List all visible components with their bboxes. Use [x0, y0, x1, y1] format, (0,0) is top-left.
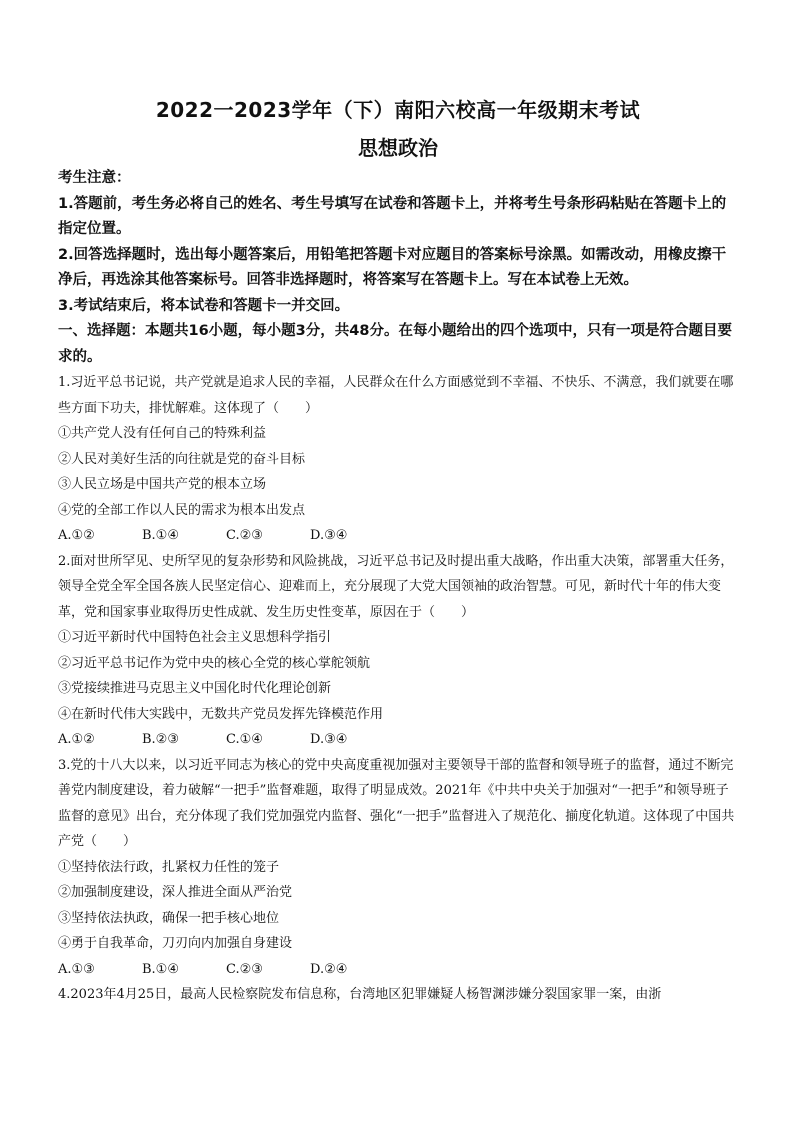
exam-page [58, 96, 738, 1008]
question-option: ②加强制度建设，深人推进全面从严治党 [58, 885, 293, 900]
choice-d: D.②④ [310, 961, 348, 977]
question-stem: 1.习近平总书记说，共产党就是追求人民的幸福，人民群众在什么方面感觉到不幸福、不快乐、不满意，我们就要在哪些方面下功夫，排忧解难。这体现了（ ） [58, 375, 734, 416]
choice-d: D.③④ [310, 732, 348, 747]
choice-c: C.①④ [226, 732, 263, 747]
choice-a: A.①② [58, 732, 95, 747]
question-option: ④党的全部工作以人民的需求为根本出发点 [58, 502, 306, 518]
choice-b: B.②③ [142, 732, 179, 747]
choice-c: C.②③ [226, 961, 263, 977]
notice-item-3: 3.考试结束后，将本试卷和答题卡一并交回。 [58, 297, 350, 314]
answer-choices [58, 523, 738, 549]
question-4 [58, 982, 738, 1008]
question-option: ②习近平总书记作为党中央的核心全党的核心掌舵领航 [58, 655, 371, 671]
choice-c: C.②③ [226, 528, 263, 543]
choice-b: B.①④ [142, 528, 179, 543]
question-stem: 4.2023年4月25日，最高人民检察院发布信息称，台湾地区犯罪嫌疑人杨智渊涉嫌分裂国家罪一案，由浙 [58, 987, 662, 1002]
question-option: ③党接续推进马克思主义中国化时代化理论创新 [58, 681, 332, 696]
question-option: ③坚持依法执政，确保一把手核心地位 [58, 910, 280, 926]
question-3 [58, 753, 738, 983]
answer-choices [58, 727, 738, 753]
question-option: ④在新时代伟大实践中，无数共产党员发挥先锋模范作用 [58, 706, 384, 722]
notice-item-1: 1.答题前，考生务必将自己的姓名、考生号填写在试卷和答题卡上，并将考生号条形码粘贴在答题卡上的指定位置。 [58, 195, 727, 237]
question-option: ①共产党人没有任何自己的特殊利益 [58, 426, 267, 441]
question-stem: 3.党的十八大以来，以习近平同志为核心的党中央高度重视加强对主要领导干部的监督和领导班子的监督，通过不断完善党内制度建设，着力破解“一把手”监督难题，取得了明显成效。2021年《中共中央关于加强对“一把手”和领导班子监督的意见》出台，充分体现了我们党加强党内监督、强化“一把手”监督进入了规范化、揃度化轨道。这体现了中国共产党（ ） [58, 757, 735, 849]
notice-heading: 考生注意： [58, 170, 131, 186]
exam-title: 2022一2023学年（下）南阳六校高一年级期末考试 [155, 98, 641, 122]
choice-a: A.①② [58, 528, 95, 543]
question-option: ②人民对美好生活的向往就是党的奋斗目标 [58, 451, 306, 467]
exam-subject: 思想政治 [358, 136, 438, 160]
question-2 [58, 549, 738, 753]
question-1 [58, 370, 738, 549]
question-option: ①习近平新时代中国特色社会主义思想科学指引 [58, 630, 332, 645]
question-stem: 2.面对世所罕见、史所罕见的复杂形势和风险挑战，习近平总书记及时提出重大战略，作出重大决策，部署重大任务，领导全党全军全国各族人民坚定信心、迎难而上，充分展现了大党大国领袖的政治智慧。可见，新时代十年的伟大变革，党和国家事业取得历史性成就、发生历史性变革，原因在于（ ） [58, 553, 734, 620]
choice-b: B.①④ [142, 961, 179, 977]
answer-choices [58, 957, 738, 983]
choice-d: D.③④ [310, 528, 348, 543]
notice-item-2: 2.回答选择题时，选出每小题答案后，用铅笔把答题卡对应题目的答案标号涂黑。如需改动，用橡皮擦干净后，再选涂其他答案标号。回答非选择题时，将答案写在答题卡上。写在本试卷上无效。 [58, 246, 727, 288]
section-heading: 一、选择题：本题共16小题，每小题3分，共48分。在每小题给出的四个选项中，只有一项是符合题目要求的。 [58, 323, 732, 365]
question-option: ④勇于自我革命，刀刃向内加强自身建设 [58, 936, 293, 951]
question-option: ①坚持依法行政，扎紧权力任性的笼子 [58, 859, 280, 875]
question-option: ③人民立场是中国共产党的根本立场 [58, 477, 267, 492]
choice-a: A.①③ [58, 961, 95, 977]
